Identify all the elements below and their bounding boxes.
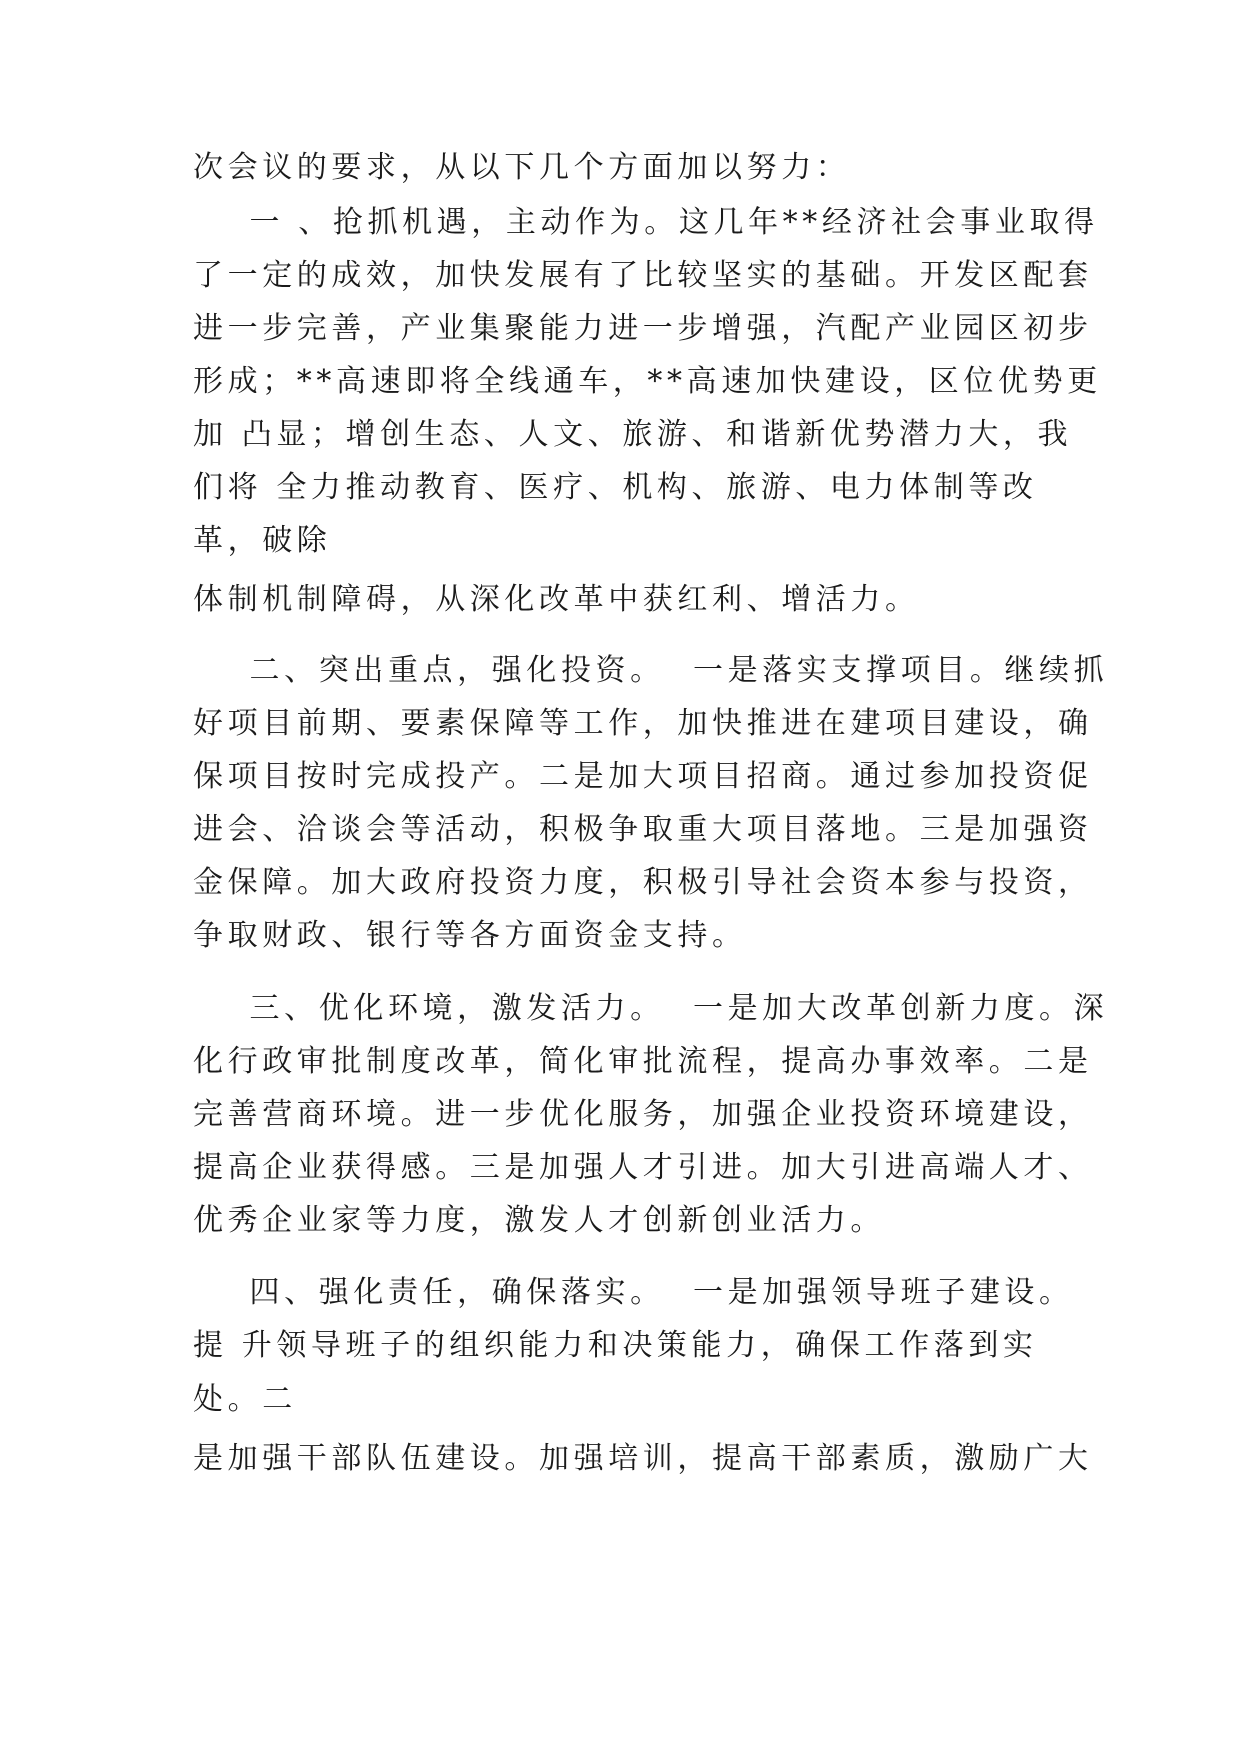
text-line: 进一步完善，产业集聚能力进一步增强，汽配产业园区初步 — [193, 311, 1093, 346]
text-line: 了一定的成效，加快发展有了比较坚实的基础。开发区配套 — [193, 258, 1093, 293]
text-line: 提高企业获得感。三是加强人才引进。加大引进高端人才、 — [193, 1150, 1093, 1185]
text-line: 完善营商环境。进一步优化服务，加强企业投资环境建设， — [193, 1097, 1093, 1132]
text-line: 处。二 — [193, 1382, 297, 1417]
text-line: 形成；**高速即将全线通车，**高速加快建设，区位优势更 — [193, 364, 1102, 399]
text-line: 金保障。加大政府投资力度，积极引导社会资本参与投资， — [193, 865, 1093, 900]
text-line: 次会议的要求，从以下几个方面加以努力： — [193, 150, 851, 185]
text-line: 革，破除 — [193, 523, 332, 558]
text-line: 体制机制障碍，从深化改革中获红利、增活力。 — [193, 582, 920, 617]
paragraph-3-line: 三、优化环境，激发活力。 一是加大改革创新力度。深 — [193, 991, 1109, 1026]
paragraph-4-line: 四、强化责任，确保落实。 一是加强领导班子建设。 — [193, 1275, 1074, 1310]
text-line: 争取财政、银行等各方面资金支持。 — [193, 918, 747, 953]
paragraph-2-line: 二、突出重点，强化投资。 一是落实支撑项目。继续抓 — [193, 653, 1109, 688]
text-line: 好项目前期、要素保障等工作，加快推进在建项目建设，确 — [193, 706, 1093, 741]
paragraph-1-line: 一 、抢抓机遇，主动作为。这几年**经济社会事业取得 — [193, 205, 1099, 240]
text-line: 加 凸显；增创生态、人文、旅游、和谐新优势潜力大，我 — [193, 417, 1073, 452]
text-line: 提 升领导班子的组织能力和决策能力，确保工作落到实 — [193, 1328, 1038, 1363]
text-line: 们将 全力推动教育、医疗、机构、旅游、电力体制等改 — [193, 470, 1038, 505]
text-line: 进会、洽谈会等活动，积极争取重大项目落地。三是加强资 — [193, 812, 1093, 847]
text-line: 优秀企业家等力度，激发人才创新创业活力。 — [193, 1203, 885, 1238]
text-line: 保项目按时完成投产。二是加大项目招商。通过参加投资促 — [193, 759, 1093, 794]
text-line: 化行政审批制度改革，简化审批流程，提高办事效率。二是 — [193, 1044, 1093, 1079]
text-line: 是加强干部队伍建设。加强培训，提高干部素质，激励广大 — [193, 1441, 1093, 1476]
